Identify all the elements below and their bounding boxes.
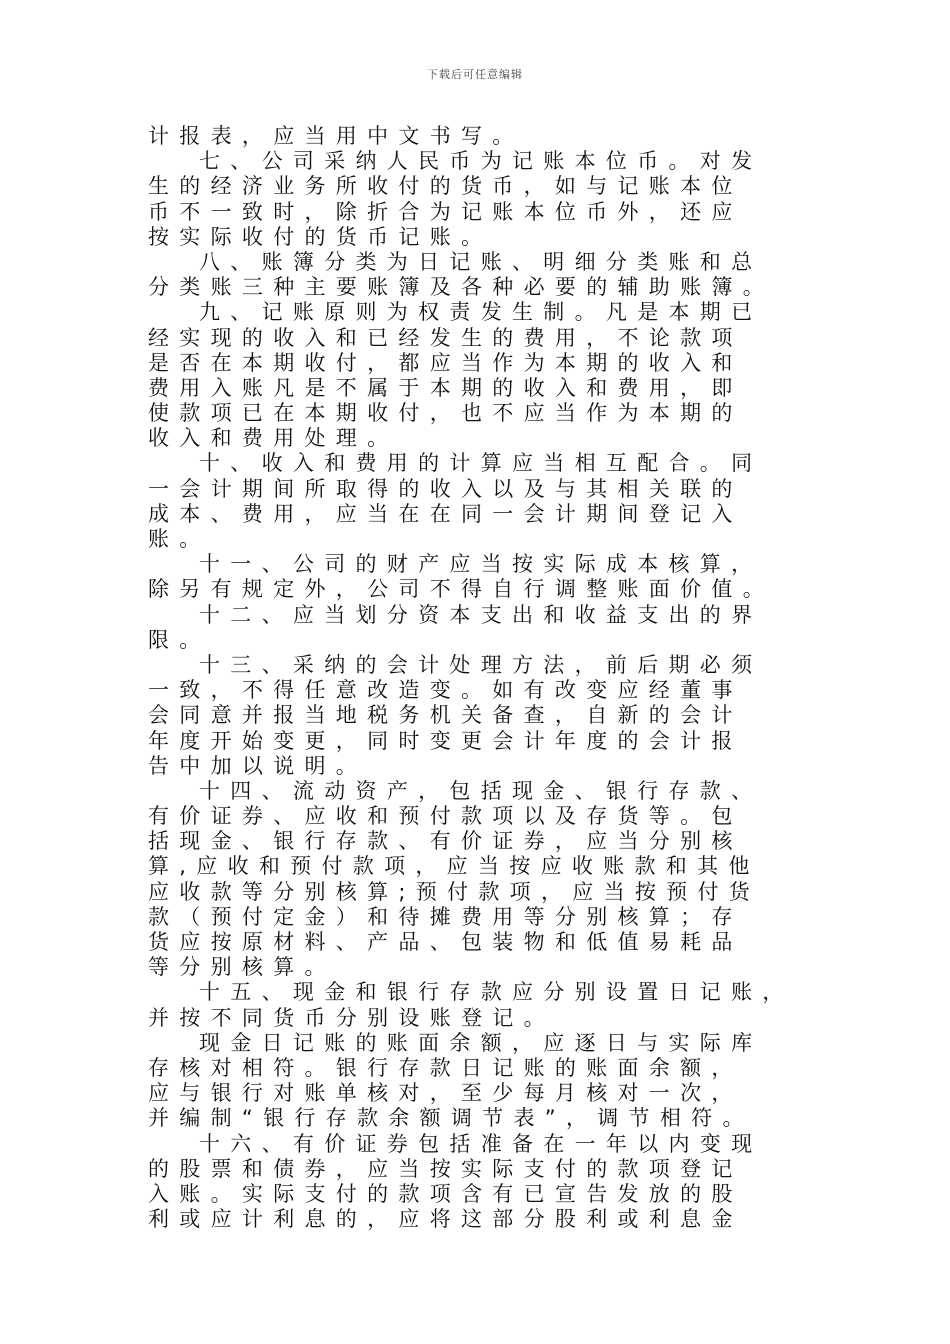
text-line: 费用入账凡是不属于本期的收入和费用，即 (148, 375, 743, 400)
text-line: 并按不同货币分别设账登记。 (148, 1005, 555, 1030)
text-line: 十五、现金和银行存款应分别设置日记账， (199, 980, 794, 1005)
text-line: 现金日记账的账面余额，应逐日与实际库 (199, 1030, 763, 1055)
text-line: 账。 (148, 527, 211, 551)
text-line: 括现金、银行存款、有价证券，应当分别核 (148, 829, 743, 854)
text-line: 等分别核算。 (148, 955, 336, 980)
text-line: 币不一致时，除折合为记账本位币外，还应 (148, 199, 743, 224)
text-line: 一致，不得任意改造变。如有改变应经董事 (148, 678, 743, 703)
text-line: 计报表，应当用中文书写。 (148, 124, 524, 148)
text-line: 会同意并报当地税务机关备查，自新的会计 (148, 703, 743, 728)
text-line: 一会计期间所取得的收入以及与其相关联的 (148, 476, 743, 501)
text-line: 年度开始变更，同时变更会计年度的会计报 (148, 728, 743, 753)
text-line: 十四、流动资产，包括现金、银行存款、 (199, 778, 763, 803)
text-line: 货应按原材料、产品、包装物和低值易耗品 (148, 930, 743, 954)
text-line: 八、账簿分类为日记账、明细分类账和总 (199, 249, 763, 274)
text-line: 生的经济业务所收付的货币，如与记账本位 (148, 174, 743, 199)
text-line: 分类账三种主要账簿及各种必要的辅助账簿。 (148, 275, 774, 300)
text-line: 成本、费用，应当在在同一会计期间登记入 (148, 501, 743, 526)
text-line: 应与银行对账单核对，至少每月核对一次， (148, 1081, 743, 1106)
text-line: 的股票和债券，应当按实际支付的款项登记 (148, 1156, 743, 1181)
text-line: 入账。实际支付的款项含有已宣告发放的股 (148, 1181, 743, 1206)
document-body (148, 124, 838, 1232)
text-line: 款（预付定金）和待摊费用等分别核算；存 (148, 904, 743, 929)
text-line: 算,应收和预付款项，应当按应收账款和其他 (148, 854, 760, 879)
text-line: 存核对相符。银行存款日记账的账面余额， (148, 1055, 743, 1080)
text-line: 十六、有价证券包括准备在一年以内变现 (199, 1131, 763, 1156)
text-line: 经实现的收入和已经发生的费用，不论款项 (148, 325, 743, 350)
text-line: 九、记账原则为权责发生制。凡是本期已 (199, 300, 763, 325)
text-line: 告中加以说明。 (148, 753, 368, 778)
text-line: 七、公司采纳人民币为记账本位币。对发 (199, 149, 763, 174)
page-header: 下载后可任意编辑 (427, 68, 523, 81)
text-line: 十、收入和费用的计算应当相互配合。同 (199, 451, 763, 476)
text-line: 十三、采纳的会计处理方法，前后期必须 (199, 652, 763, 677)
text-line: 是否在本期收付，都应当作为本期的收入和 (148, 350, 743, 375)
text-line: 十一、公司的财产应当按实际成本核算， (199, 552, 763, 577)
text-line: 按实际收付的货币记账。 (148, 224, 493, 249)
text-line: 使款项已在本期收付，也不应当作为本期的 (148, 401, 743, 426)
text-line: 限。 (148, 627, 211, 652)
text-line: 有价证券、应收和预付款项以及存货等。包 (148, 804, 743, 829)
text-line: 除另有规定外，公司不得自行调整账面价值。 (148, 577, 774, 602)
text-line: 收入和费用处理。 (148, 426, 399, 451)
text-line: 利或应计利息的，应将这部分股利或利息金 (148, 1207, 743, 1232)
text-line: 并编制“银行存款余额调节表”，调节相符。 (148, 1106, 754, 1131)
text-line: 应收款等分别核算;预付款项，应当按预付货 (148, 879, 761, 904)
text-line: 十二、应当划分资本支出和收益支出的界 (199, 602, 763, 627)
